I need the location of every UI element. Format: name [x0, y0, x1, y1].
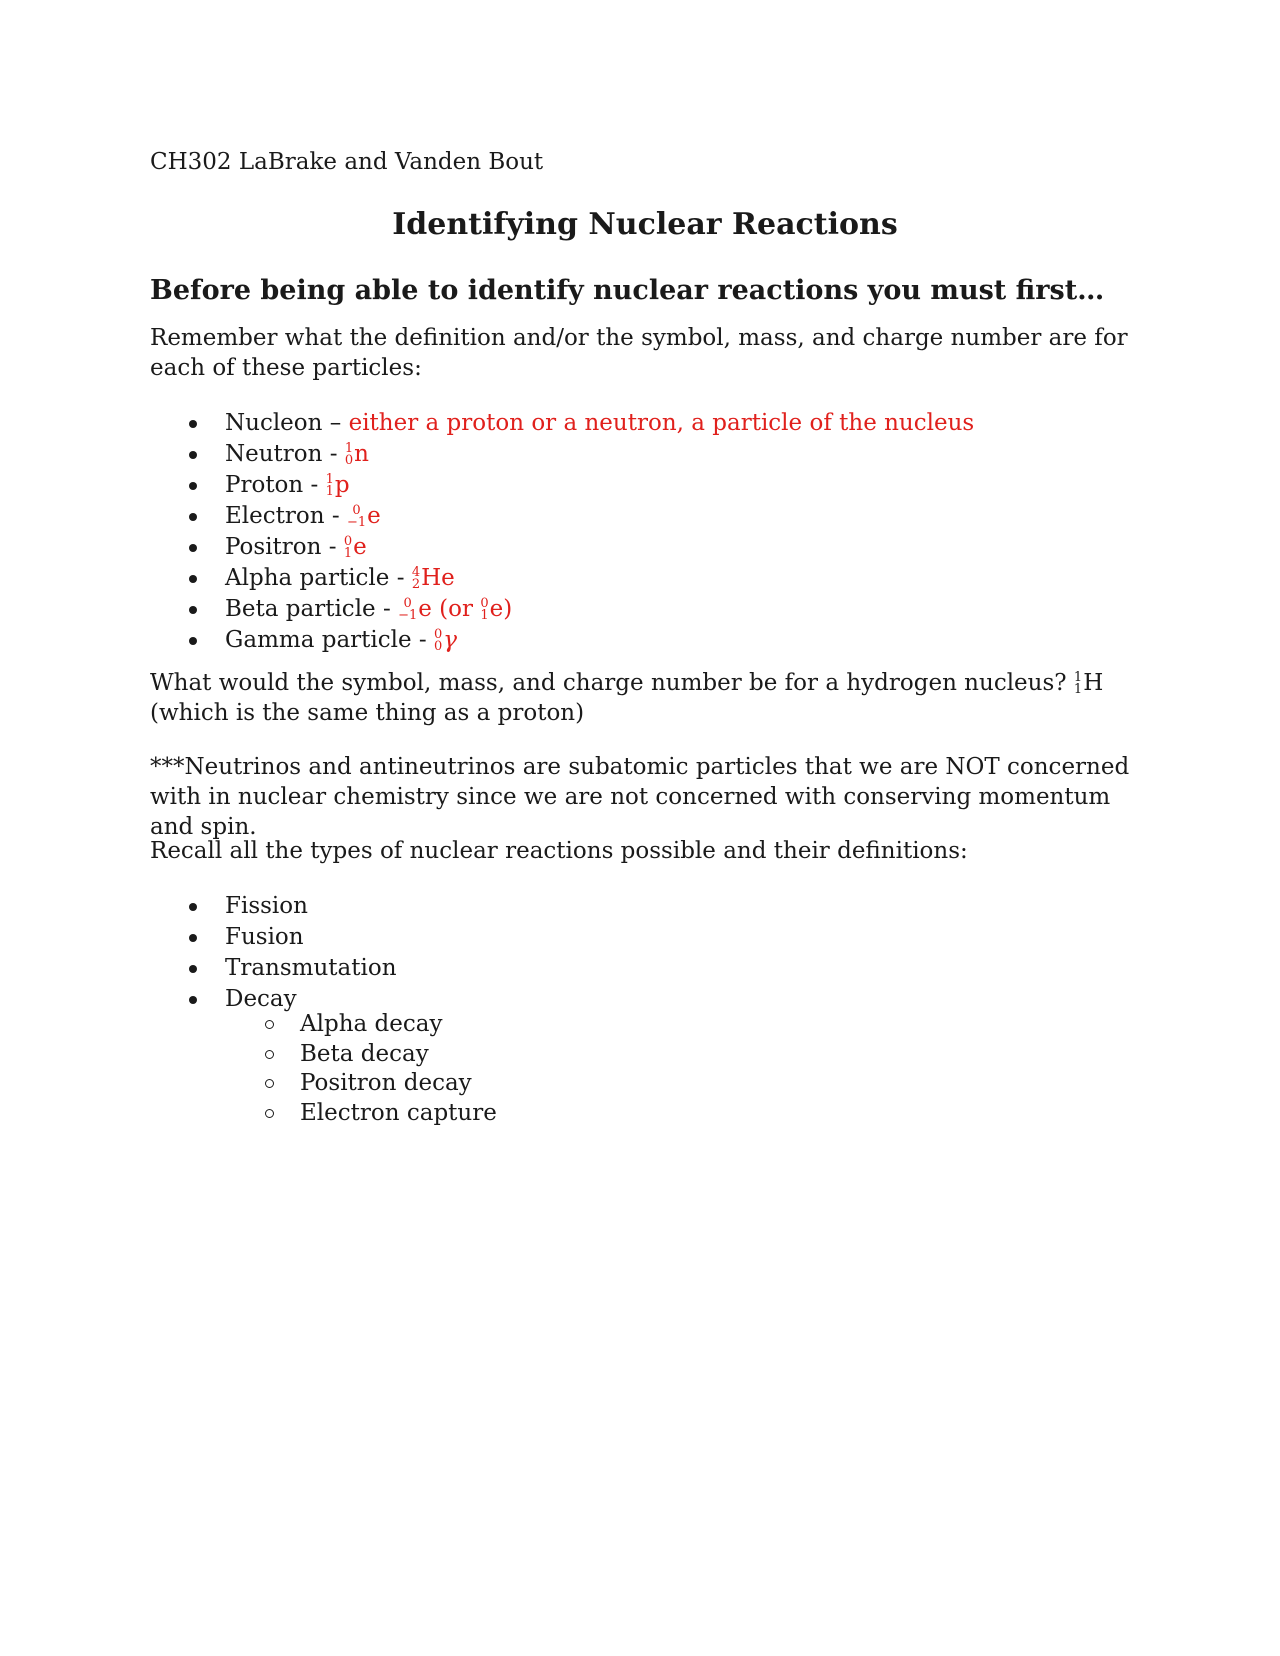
alt-prefix: (or — [439, 596, 473, 622]
hydrogen-symbol: H — [1083, 670, 1104, 696]
list-item-neutron — [150, 439, 974, 470]
list-item — [150, 1099, 497, 1129]
list-item-proton — [150, 470, 974, 501]
decay-type-list — [150, 1010, 497, 1128]
particle-label: Beta particle - — [225, 596, 391, 622]
mass-number: 0 — [343, 534, 353, 549]
bullet-icon — [189, 934, 197, 942]
mass-number: 4 — [411, 565, 421, 580]
bullet-icon — [189, 606, 197, 614]
charge-number: 1 — [1073, 682, 1083, 697]
particle-symbol: p — [334, 472, 350, 498]
list-item-nucleon — [150, 408, 974, 439]
mass-number: 1 — [344, 441, 354, 456]
alt-particle-symbol: e) — [489, 596, 513, 622]
particle-label: Alpha particle - — [225, 565, 405, 591]
decay-type: Alpha decay — [300, 1011, 443, 1037]
neutrino-note: ***Neutrinos and antineutrinos are subatomic particles that we are NOT concerned with in nuclear chemistry since we are not concerned with conserving momentum and spin. — [150, 754, 1130, 840]
positron-notation — [344, 534, 367, 560]
particle-label: Proton - — [225, 472, 319, 498]
reaction-type: Fusion — [225, 924, 304, 950]
list-item — [150, 953, 397, 984]
list-item-beta — [150, 594, 974, 625]
particle-symbol: γ — [443, 627, 458, 653]
mass-number: 1 — [1073, 670, 1083, 685]
charge-number: 1 — [325, 484, 334, 499]
reaction-type-list — [150, 891, 397, 1015]
circle-bullet-icon — [265, 1109, 274, 1118]
particle-symbol: e — [367, 503, 381, 529]
charge-number: −1 — [346, 515, 367, 530]
mass-number: 1 — [325, 472, 334, 487]
circle-bullet-icon — [265, 1079, 274, 1088]
neutron-notation — [345, 441, 369, 467]
reaction-type: Fission — [225, 893, 308, 919]
nucleon-definition: either a proton or a neutron, a particle of the nucleus — [348, 410, 975, 436]
decay-type: Electron capture — [300, 1099, 497, 1126]
circle-bullet-icon — [265, 1050, 274, 1059]
document-title: Identifying Nuclear Reactions — [392, 207, 898, 242]
particle-label: Nucleon – — [225, 410, 342, 436]
intro-paragraph: Remember what the definition and/or the symbol, mass, and charge number are for each of these particles: — [150, 325, 1128, 381]
question-text: What would the symbol, mass, and charge number be for a hydrogen nucleus? — [150, 670, 1067, 696]
particle-label: Positron - — [225, 534, 337, 560]
section-heading: Before being able to identify nuclear reactions you must first… — [150, 275, 1105, 306]
particle-label: Neutron - — [225, 441, 338, 467]
reaction-type: Decay — [225, 986, 297, 1012]
bullet-icon — [189, 575, 197, 583]
mass-number: 0 — [352, 503, 361, 518]
bullet-icon — [189, 903, 197, 911]
electron-notation — [347, 503, 381, 529]
charge-number: 1 — [343, 546, 353, 561]
bullet-icon — [189, 482, 197, 490]
decay-type: Positron decay — [300, 1070, 472, 1096]
charge-number: 0 — [434, 639, 443, 654]
circle-bullet-icon — [265, 1020, 274, 1029]
list-item — [150, 922, 397, 953]
charge-number: −1 — [398, 608, 418, 623]
particle-label: Electron - — [225, 503, 340, 529]
alt-charge-number: 1 — [480, 608, 489, 623]
proton-notation — [326, 472, 350, 498]
particle-symbol: e — [418, 596, 432, 622]
bullet-icon — [189, 451, 197, 459]
list-item — [150, 891, 397, 922]
mass-number: 0 — [403, 596, 412, 611]
particle-label: Gamma particle - — [225, 627, 427, 653]
charge-number: 0 — [344, 453, 354, 468]
hydrogen-question — [150, 668, 1140, 728]
alt-mass-number: 0 — [480, 596, 489, 611]
list-item — [150, 1040, 497, 1070]
bullet-icon — [189, 420, 197, 428]
recall-paragraph: Recall all the types of nuclear reactions possible and their definitions: — [150, 838, 968, 864]
course-header: CH302 LaBrake and Vanden Bout — [150, 149, 544, 175]
list-item-gamma — [150, 625, 974, 656]
decay-type: Beta decay — [300, 1040, 429, 1067]
question-answer-text: (which is the same thing as a proton) — [150, 700, 585, 726]
list-item-positron — [150, 532, 974, 563]
bullet-icon — [189, 513, 197, 521]
bullet-icon — [189, 544, 197, 552]
gamma-notation — [434, 627, 457, 653]
alpha-notation — [412, 565, 455, 591]
particle-symbol: He — [421, 565, 455, 591]
reaction-type: Transmutation — [225, 955, 397, 981]
bullet-icon — [189, 637, 197, 645]
bullet-icon — [189, 965, 197, 973]
bullet-icon — [189, 996, 197, 1004]
charge-number: 2 — [411, 577, 421, 592]
particle-list — [150, 408, 974, 656]
mass-number: 0 — [434, 627, 443, 642]
beta-notation — [398, 596, 512, 622]
particle-symbol: e — [353, 534, 367, 560]
list-item — [150, 1010, 497, 1040]
list-item-electron — [150, 501, 974, 532]
particle-symbol: n — [354, 441, 369, 467]
list-item — [150, 1069, 497, 1099]
hydrogen-numbers — [1074, 672, 1082, 696]
list-item-alpha — [150, 563, 974, 594]
